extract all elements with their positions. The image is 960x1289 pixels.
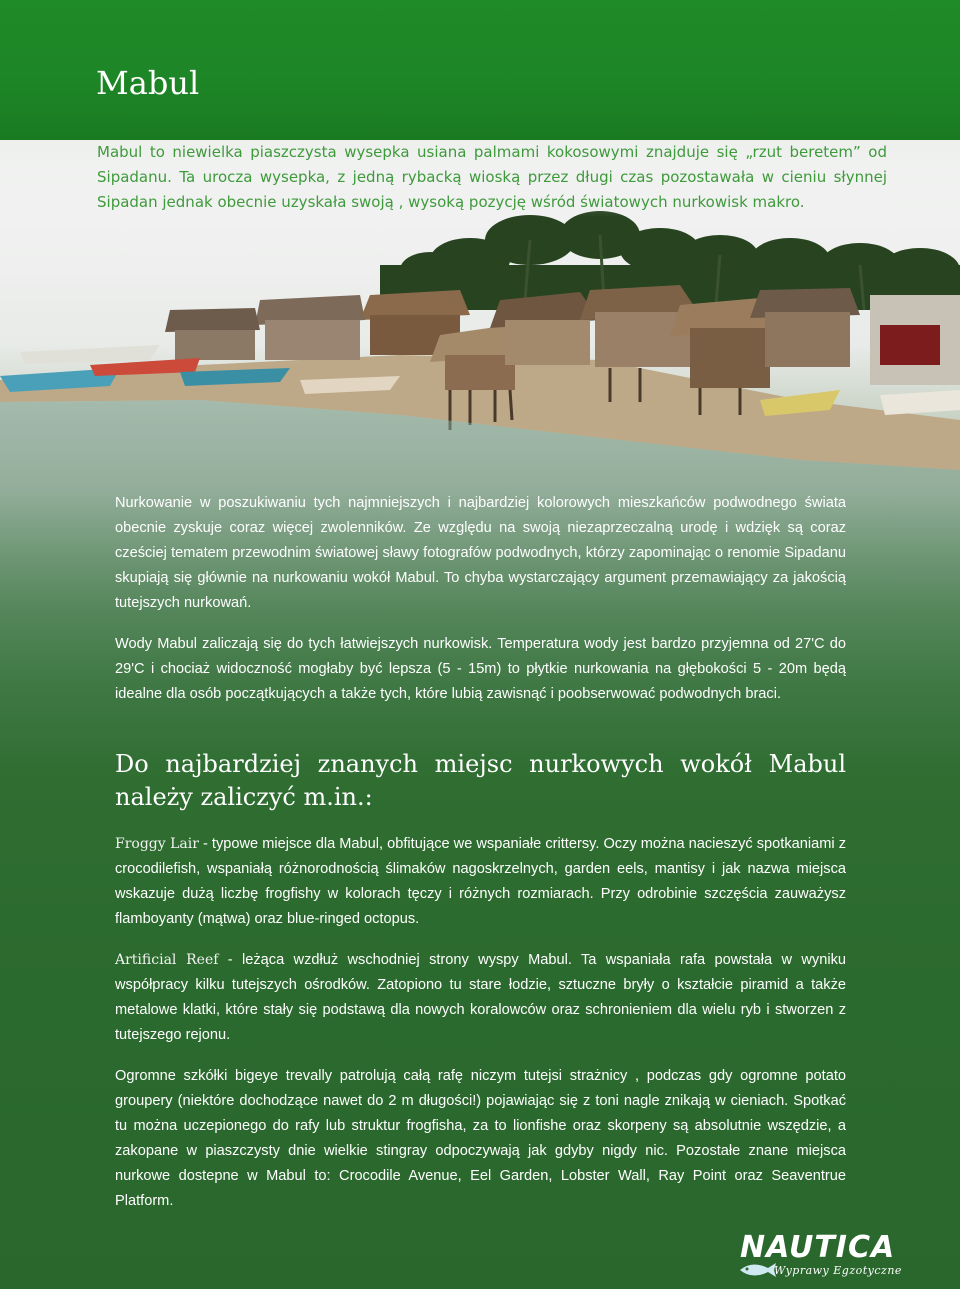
fish-icon — [738, 1260, 778, 1280]
paragraph-macro-diving: Nurkowanie w poszukiwaniu tych najmniejszych i najbardziej kolorowych mieszkańców podwodnego świata obecnie zyskuje coraz więcej zwolenników. Ze względu na swoją niezaprzeczalną urodę i wdzięk są coraz cześciej tematem przewodnim światowej sławy fotografów podwodnych, którzy zapominając o renomie Sipadanu skupiają się głównie na nurkowaniu wokół Mabul. To chyba wystarczający argument przemawiający za jakością tutejszych nurkowań. — [115, 495, 846, 611]
nautica-logo — [738, 1230, 910, 1284]
dive-site-froggy-lair — [115, 832, 846, 932]
site-name: Artificial Reef — [115, 952, 219, 968]
logo-tagline: Wyprawy Egzotyczne — [774, 1264, 902, 1277]
site-name: Froggy Lair — [115, 836, 199, 852]
site-description: - leżąca wzdłuż wschodniej strony wyspy Mabul. Ta wspaniała rafa powstała w wyniku współpracy kilku tutejszych ośrodków. Zatopiono tu stare łodzie, sztuczne bryły o kształcie piramid a także metalowe klatki, które stały się podstawą dla nowych koralowców oraz schronieniem dla wielu ryb i stworzen z tutejszego rejonu. — [115, 952, 846, 1043]
site-description: - typowe miejsce dla Mabul, obfitujące we wspaniałe crittersy. Oczy można nacieszyć spotkaniami z crocodilefish, wspaniałą różnorodnością ślimaków nagoskrzelnych, garden eels, mantisy i jak nazwa miejsca wskazuje dużą liczbę frogfishy w kolorach tęczy i różnych rozmiarach. Przy odrobinie szczęścia zauważysz flamboyanty (mątwa) oraz blue-ringed octopus. — [115, 836, 846, 927]
page-title: Mabul — [96, 64, 200, 102]
dive-site-artificial-reef — [115, 948, 846, 1048]
logo-name: NAUTICA — [740, 1230, 896, 1265]
section-heading: Do najbardziej znanych miejsc nurkowych wokół Mabul należy zaliczyć m.in.: — [115, 750, 846, 811]
paragraph-water-conditions: Wody Mabul zaliczają się do tych łatwiejszych nurkowisk. Temperatura wody jest bardzo przyjemna od 27'C do 29'C i chociaż widoczność mogłaby być lepsza (5 - 15m) to płytkie nurkowania na głębokości 5 - 20m będą idealne dla osób początkujących a także tych, które lubią zawisnąć i poobserwować podwodnych braci. — [115, 636, 846, 702]
intro-paragraph: Mabul to niewielka piaszczysta wysepka usiana palmami kokosowymi znajduje się „rzut beretem” od Sipadanu. Ta urocza wysepka, z jedną rybacką wioską przez długi czas pozostawała w cieniu słynnej Sipadan jednak obecnie uzyskała swoją , wysoką pozycję wśród światowych nurkowisk makro. — [97, 143, 887, 211]
paragraph-marine-life: Ogromne szkółki bigeye trevally patrolują całą rafę niczym tutejsi strażnicy , podczas gdy ogromne potato groupery (niektóre dochodzące nawet do 2 m długości!) pojawiając się z toni nagle znikają w cieniach. Spotkać tu można uczepionego do rafy lub struktur frogfisha, za to lionfishe oraz skorpeny są absolutnie wszędzie, a zakopane w piaszczysty dnie wielkie stingray odpoczywają jak gdyby nigdy nic. Pozostałe znane miejsca nurkowe dostepne w Mabul to: Crocodile Avenue, Eel Garden, Lobster Wall, Ray Point oraz Seaventrue Platform. — [115, 1068, 846, 1209]
